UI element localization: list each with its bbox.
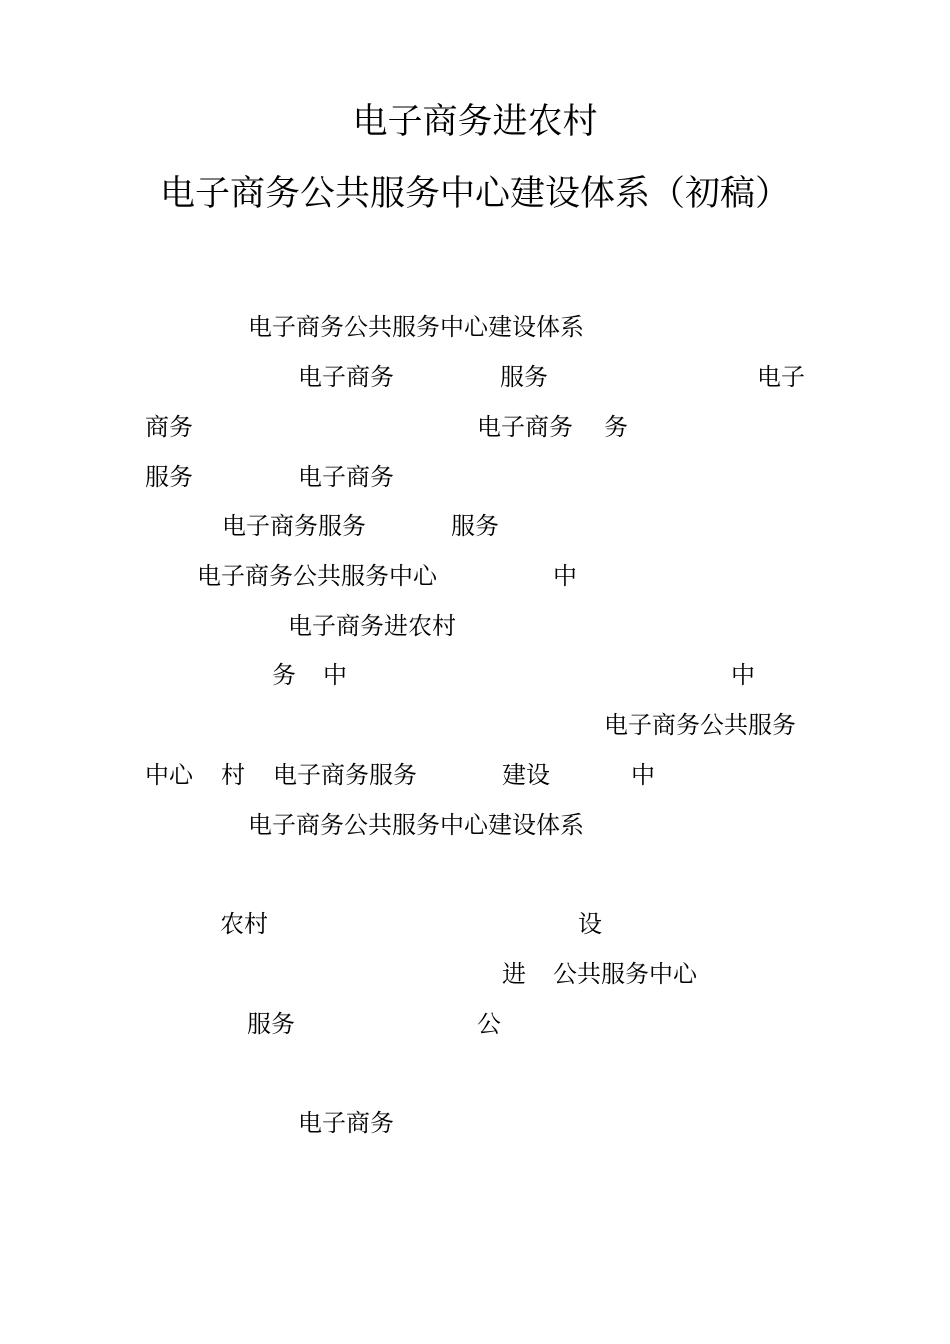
- document-title-line-2: 电子商务公共服务中心建设体系（初稿）: [159, 174, 790, 214]
- text-fragment: 中: [631, 761, 655, 789]
- text-fragment: 电子商务公共服务中心建设体系: [248, 811, 584, 839]
- text-fragment: 电子商务: [298, 463, 394, 491]
- text-fragment: 中: [553, 562, 577, 590]
- text-fragment: 商务: [145, 413, 193, 441]
- text-fragment: 电子: [757, 363, 805, 391]
- text-fragment: 中心: [145, 761, 193, 789]
- text-fragment: 电子商务公共服务中心: [197, 562, 437, 590]
- text-fragment: 中: [323, 661, 347, 689]
- text-fragment: 服务: [500, 363, 548, 391]
- text-fragment: 建设: [502, 761, 550, 789]
- text-fragment: 设: [578, 910, 602, 938]
- text-fragment: 服务: [451, 512, 499, 540]
- text-fragment: 电子商务: [298, 1109, 394, 1137]
- text-fragment: 务: [604, 413, 628, 441]
- text-fragment: 电子商务: [477, 413, 573, 441]
- text-fragment: 服务: [145, 463, 193, 491]
- text-fragment: 电子商务: [298, 363, 394, 391]
- text-fragment: 电子商务公共服务中心建设体系: [248, 313, 584, 341]
- document-title-line-1: 电子商务进农村: [352, 102, 598, 142]
- text-fragment: 中: [731, 661, 755, 689]
- text-fragment: 进: [502, 960, 526, 988]
- text-fragment: 公共服务中心: [553, 960, 697, 988]
- text-fragment: 公: [477, 1010, 501, 1038]
- text-fragment: 电子商务进农村: [288, 612, 456, 640]
- text-fragment: 务: [272, 661, 296, 689]
- text-fragment: 农村: [220, 910, 268, 938]
- text-fragment: 村: [221, 761, 245, 789]
- text-fragment: 电子商务服务: [273, 761, 417, 789]
- text-fragment: 服务: [247, 1010, 295, 1038]
- text-fragment: 电子商务服务: [222, 512, 366, 540]
- text-fragment: 电子商务公共服务: [604, 711, 796, 739]
